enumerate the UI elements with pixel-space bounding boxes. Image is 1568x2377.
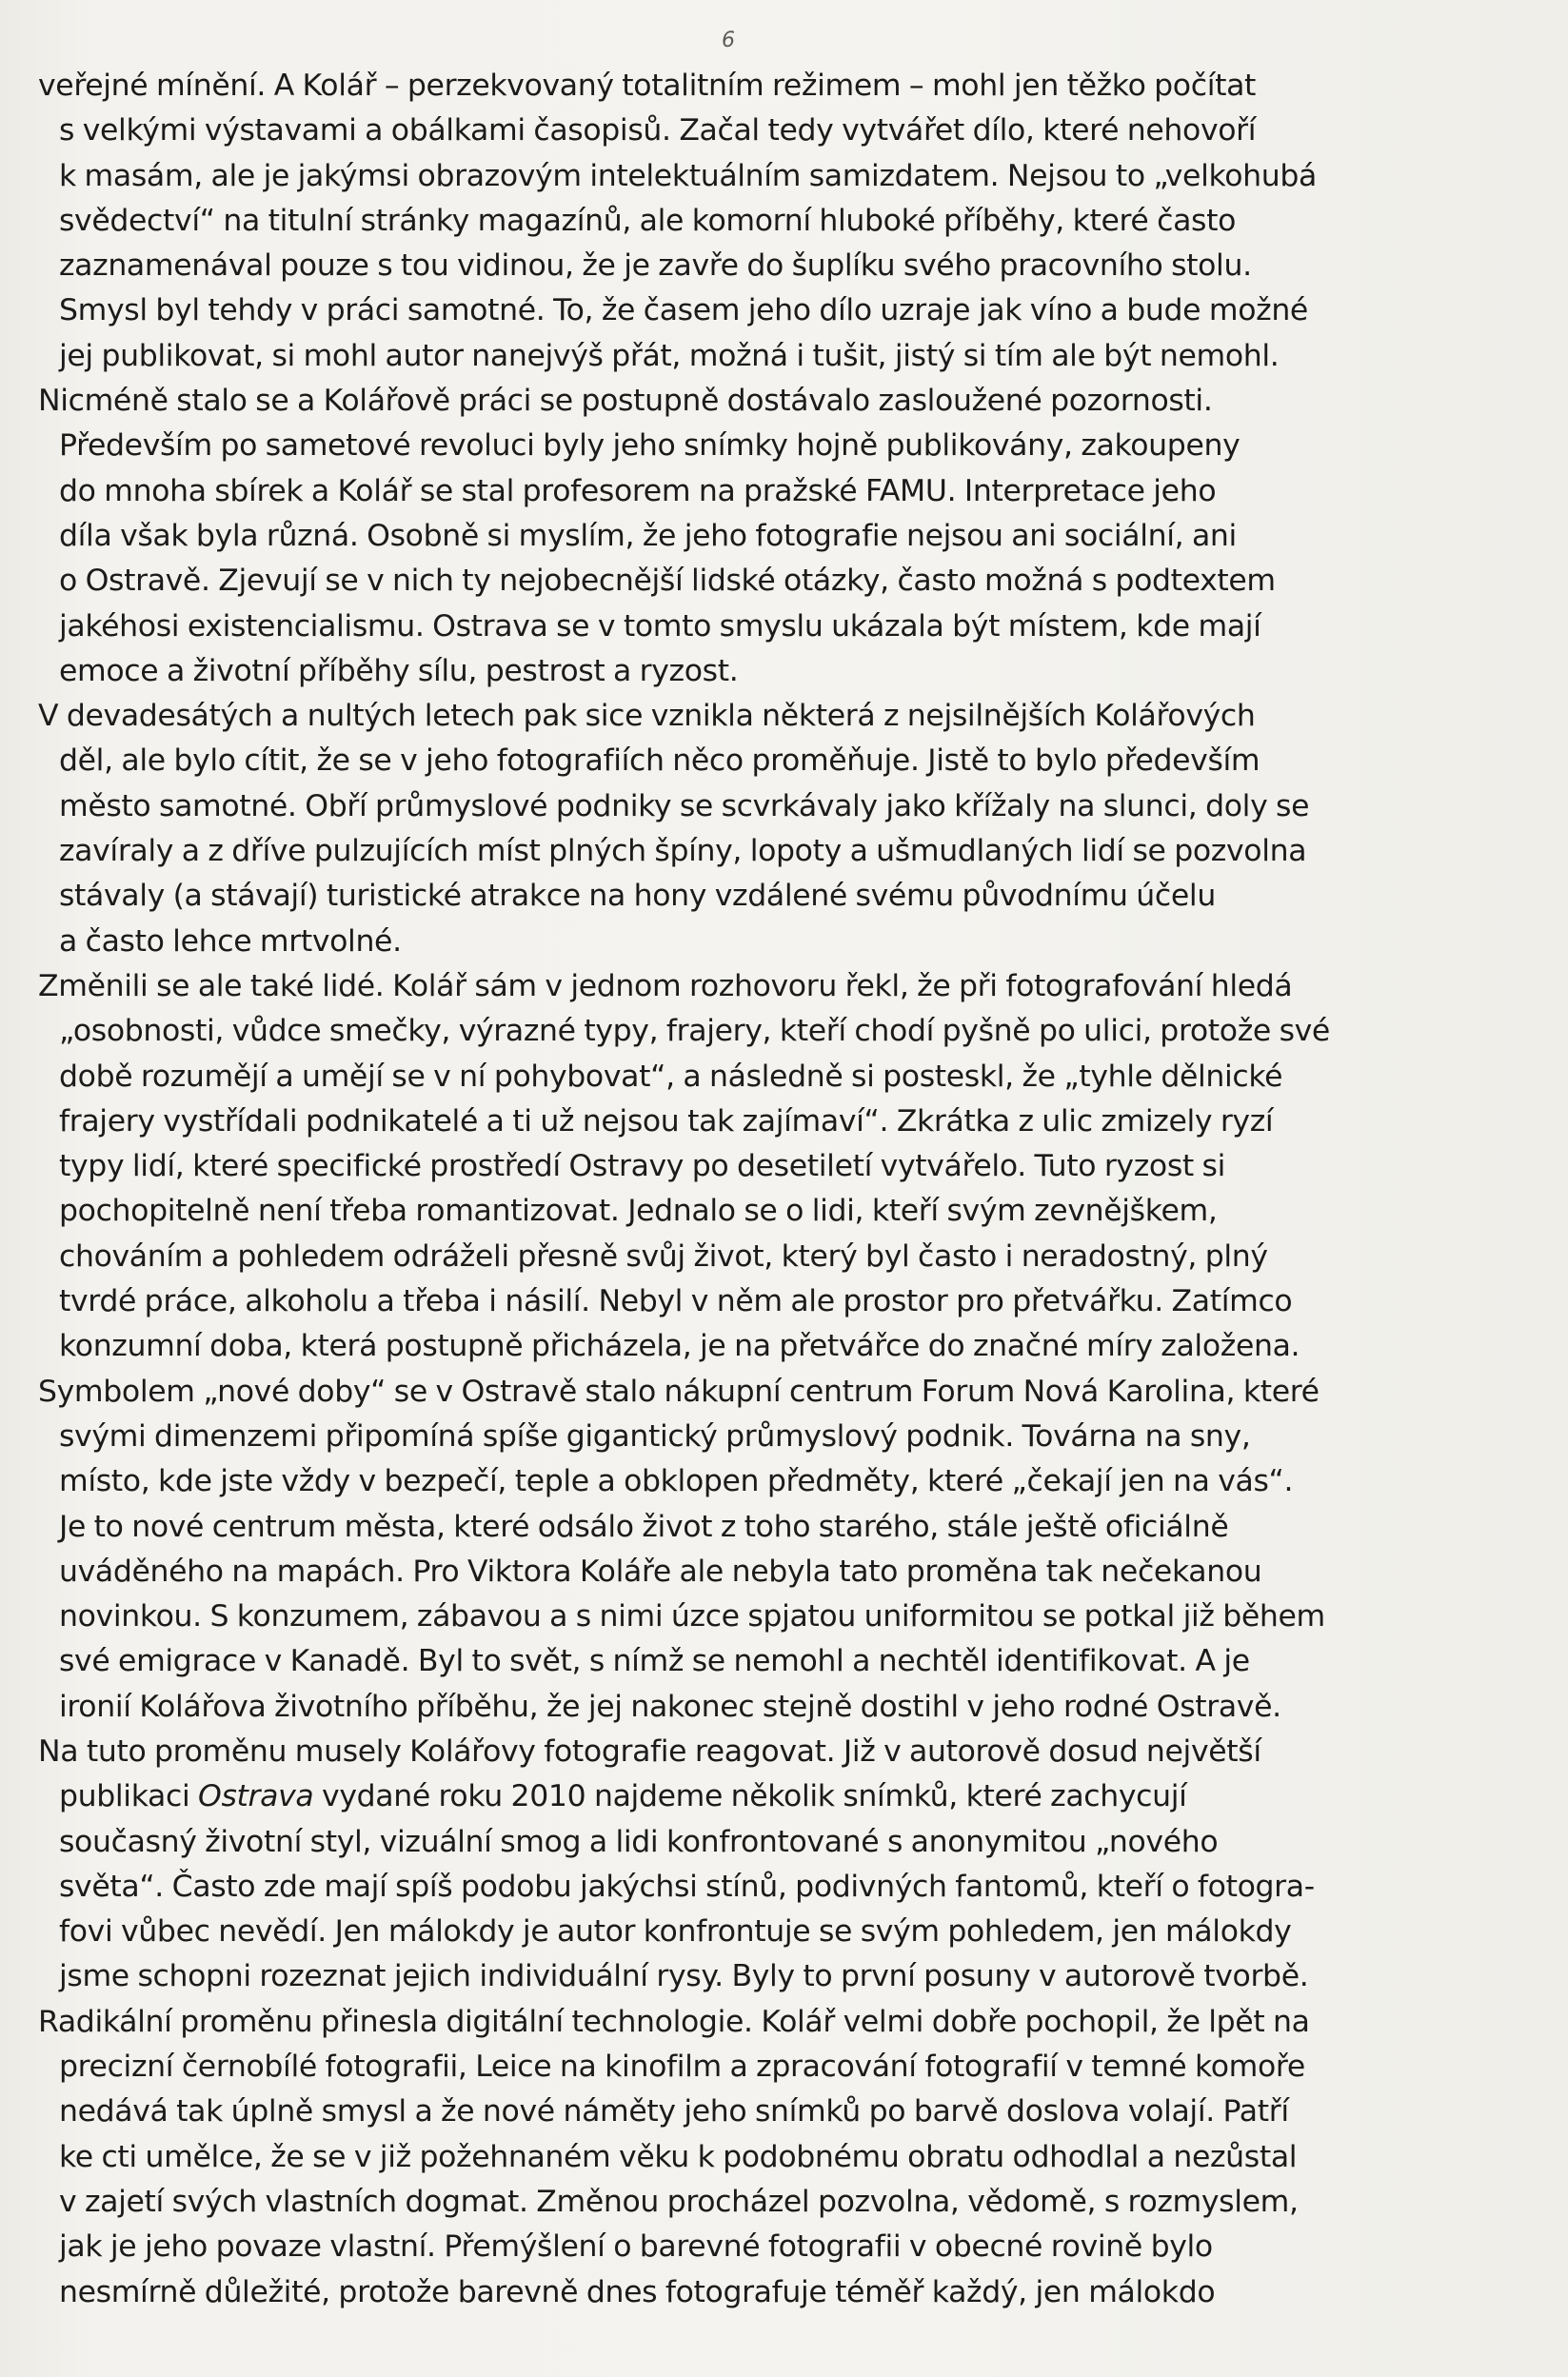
paragraph (38, 694, 1438, 964)
text-line: současný životní styl, vizuální smog a lidi konfrontované s anonymitou „nového (59, 1824, 1219, 1859)
text-line: o Ostravě. Zjevují se v nich ty nejobecnější lidské otázky, často možná s podtextem (59, 564, 1276, 599)
text-line: svědectví“ na titulní stránky magazínů, ale komorní hluboké příběhy, které často (59, 203, 1237, 238)
paragraph (38, 2000, 1438, 2315)
text-line: k masám, ale je jakýmsi obrazovým intelektuálním samizdatem. Nejsou to „velkohubá (59, 158, 1318, 193)
text-line: do mnoha sbírek a Kolář se stal profesorem na pražské FAMU. Interpretace jeho (59, 473, 1217, 508)
text-line: svými dimenzemi připomíná spíše gigantický průmyslový podnik. Továrna na sny, (59, 1418, 1251, 1454)
text-line: zavíraly a z dříve pulzujících míst plných špíny, lopoty a ušmudlaných lidí se pozvolna (59, 834, 1307, 869)
text-line: typy lidí, které specifické prostředí Ostravy po desetiletí vytvářelo. Tuto ryzost si (59, 1149, 1226, 1184)
text-line: publikaci Ostrava vydané roku 2010 najdeme několik snímků, které zachycují (59, 1779, 1187, 1814)
body-text (38, 64, 1438, 2315)
text-line: světa“. Často zde mají spíš podobu jakýchsi stínů, podivných fantomů, kteří o fotogra- (59, 1869, 1315, 1904)
text-line: v zajetí svých vlastních dogmat. Změnou procházel pozvolna, vědomě, s rozmyslem, (59, 2184, 1299, 2219)
text-line: frajery vystřídali podnikatelé a ti už nejsou tak zajímaví“. Zkrátka z ulic zmizely ryzí (59, 1103, 1274, 1139)
text-line: Nicméně stalo se a Kolářově práci se postupně dostávalo zasloužené pozornosti. (38, 384, 1213, 419)
text-line: emoce a životní příběhy sílu, pestrost a ryzost. (59, 653, 739, 688)
text-line: Změnili se ale také lidé. Kolář sám v jednom rozhovoru řekl, že při fotografování hledá (38, 968, 1293, 1003)
text-line: „osobnosti, vůdce smečky, výrazné typy, frajery, kteří chodí pyšně po ulici, protože své (59, 1014, 1330, 1049)
text-line: Především po sametové revoluci byly jeho snímky hojně publikovány, zakoupeny (59, 428, 1241, 464)
text-line: Radikální proměnu přinesla digitální technologie. Kolář velmi dobře pochopil, že lpět na (38, 2004, 1310, 2039)
text-line: děl, ale bylo cítit, že se v jeho fotografiích něco proměňuje. Jistě to bylo především (59, 743, 1260, 779)
text-line: uváděného na mapách. Pro Viktora Koláře ale nebyla tato proměna tak nečekanou (59, 1554, 1262, 1589)
text-line: Na tuto proměnu musely Kolářovy fotografie reagovat. Již v autorově dosud největší (38, 1733, 1261, 1769)
text-line: ironií Kolářova životního příběhu, že jej nakonec stejně dostihl v jeho rodné Ostravě. (59, 1689, 1281, 1724)
text-line: chováním a pohledem odráželi přesně svůj život, který byl často i neradostný, plný (59, 1238, 1268, 1274)
text-line: jakéhosi existencialismu. Ostrava se v tomto smyslu ukázala být místem, kde mají (59, 608, 1261, 644)
text-line: a často lehce mrtvolné. (59, 923, 402, 959)
text-line: s velkými výstavami a obálkami časopisů. Začal tedy vytvářet dílo, které nehovoří (59, 113, 1257, 149)
paragraph (38, 1370, 1438, 1730)
text-line: veřejné mínění. A Kolář – perzekvovaný totalitním režimem – mohl jen těžko počítat (38, 69, 1257, 103)
paragraph (38, 379, 1438, 694)
text-line: jsme schopni rozeznat jejich individuální rysy. Byly to první posuny v autorově tvorbě. (59, 1959, 1309, 1994)
text-line: ke cti umělce, že se v již požehnaném věku k podobnému obratu odhodlal a nezůstal (59, 2139, 1298, 2174)
text-line: místo, kde jste vždy v bezpečí, teple a obklopen předměty, které „čekají jen na vás“. (59, 1464, 1294, 1499)
text-line: stávaly (a stávají) turistické atrakce na hony vzdálené svému původnímu účelu (59, 879, 1216, 914)
text-line: zaznamenával pouze s tou vidinou, že je zavře do šuplíku svého pracovního stolu. (59, 248, 1252, 284)
book-title: Ostrava (198, 1779, 314, 1814)
text-line: tvrdé práce, alkoholu a třeba i násilí. Nebyl v něm ale prostor pro přetvářku. Zatímco (59, 1284, 1293, 1319)
text-line: Symbolem „nové doby“ se v Ostravě stalo nákupní centrum Forum Nová Karolina, které (38, 1374, 1320, 1409)
text-line: době rozumějí a umějí se v ní pohybovat“, a následně si posteskl, že „tyhle dělnické (59, 1059, 1283, 1094)
text-line: V devadesátých a nultých letech pak sice vznikla některá z nejsilnějších Kolářových (38, 699, 1256, 734)
text-line: jak je jeho povaze vlastní. Přemýšlení o barevné fotografii v obecné rovině bylo (59, 2229, 1213, 2265)
paragraph (38, 964, 1438, 1370)
text-line: precizní černobílé fotografii, Leice na kinofilm a zpracování fotografií v temné komoře (59, 2050, 1305, 2085)
text-line: novinkou. S konzumem, zábavou a s nimi úzce spjatou uniformitou se potkal již během (59, 1599, 1325, 1634)
text-line: jej publikovat, si mohl autor nanejvýš přát, možná i tušit, jistý si tím ale být nemohl. (59, 338, 1280, 373)
paragraph (38, 1730, 1438, 2000)
text-line: konzumní doba, která postupně přicházela, je na přetvářce do značné míry založena. (59, 1329, 1300, 1364)
paragraph (38, 64, 1438, 379)
text-line: pochopitelně není třeba romantizovat. Jednalo se o lidi, kteří svým zevnějškem, (59, 1194, 1218, 1229)
text-line: fovi vůbec nevědí. Jen málokdy je autor konfrontuje se svým pohledem, jen málokdy (59, 1914, 1292, 1950)
text-line: město samotné. Obří průmyslové podniky se scvrkávaly jako křížaly na slunci, doly se (59, 788, 1310, 823)
text-line: nedává tak úplně smysl a že nové náměty jeho snímků po barvě doslova volají. Patří (59, 2094, 1289, 2129)
text-line: své emigrace v Kanadě. Byl to svět, s nímž se nemohl a nechtěl identifikovat. A je (59, 1644, 1250, 1679)
text-line: Je to nové centrum města, které odsálo život z toho starého, stále ještě oficiálně (59, 1509, 1229, 1544)
text-line: nesmírně důležité, protože barevně dnes fotografuje téměř každý, jen málokdo (59, 2274, 1216, 2309)
page-number: 6 (722, 29, 735, 52)
text-line: díla však byla různá. Osobně si myslím, že jeho fotografie nejsou ani sociální, ani (59, 518, 1237, 553)
text-line: Smysl byl tehdy v práci samotné. To, že časem jeho dílo uzraje jak víno a bude možné (59, 293, 1308, 328)
